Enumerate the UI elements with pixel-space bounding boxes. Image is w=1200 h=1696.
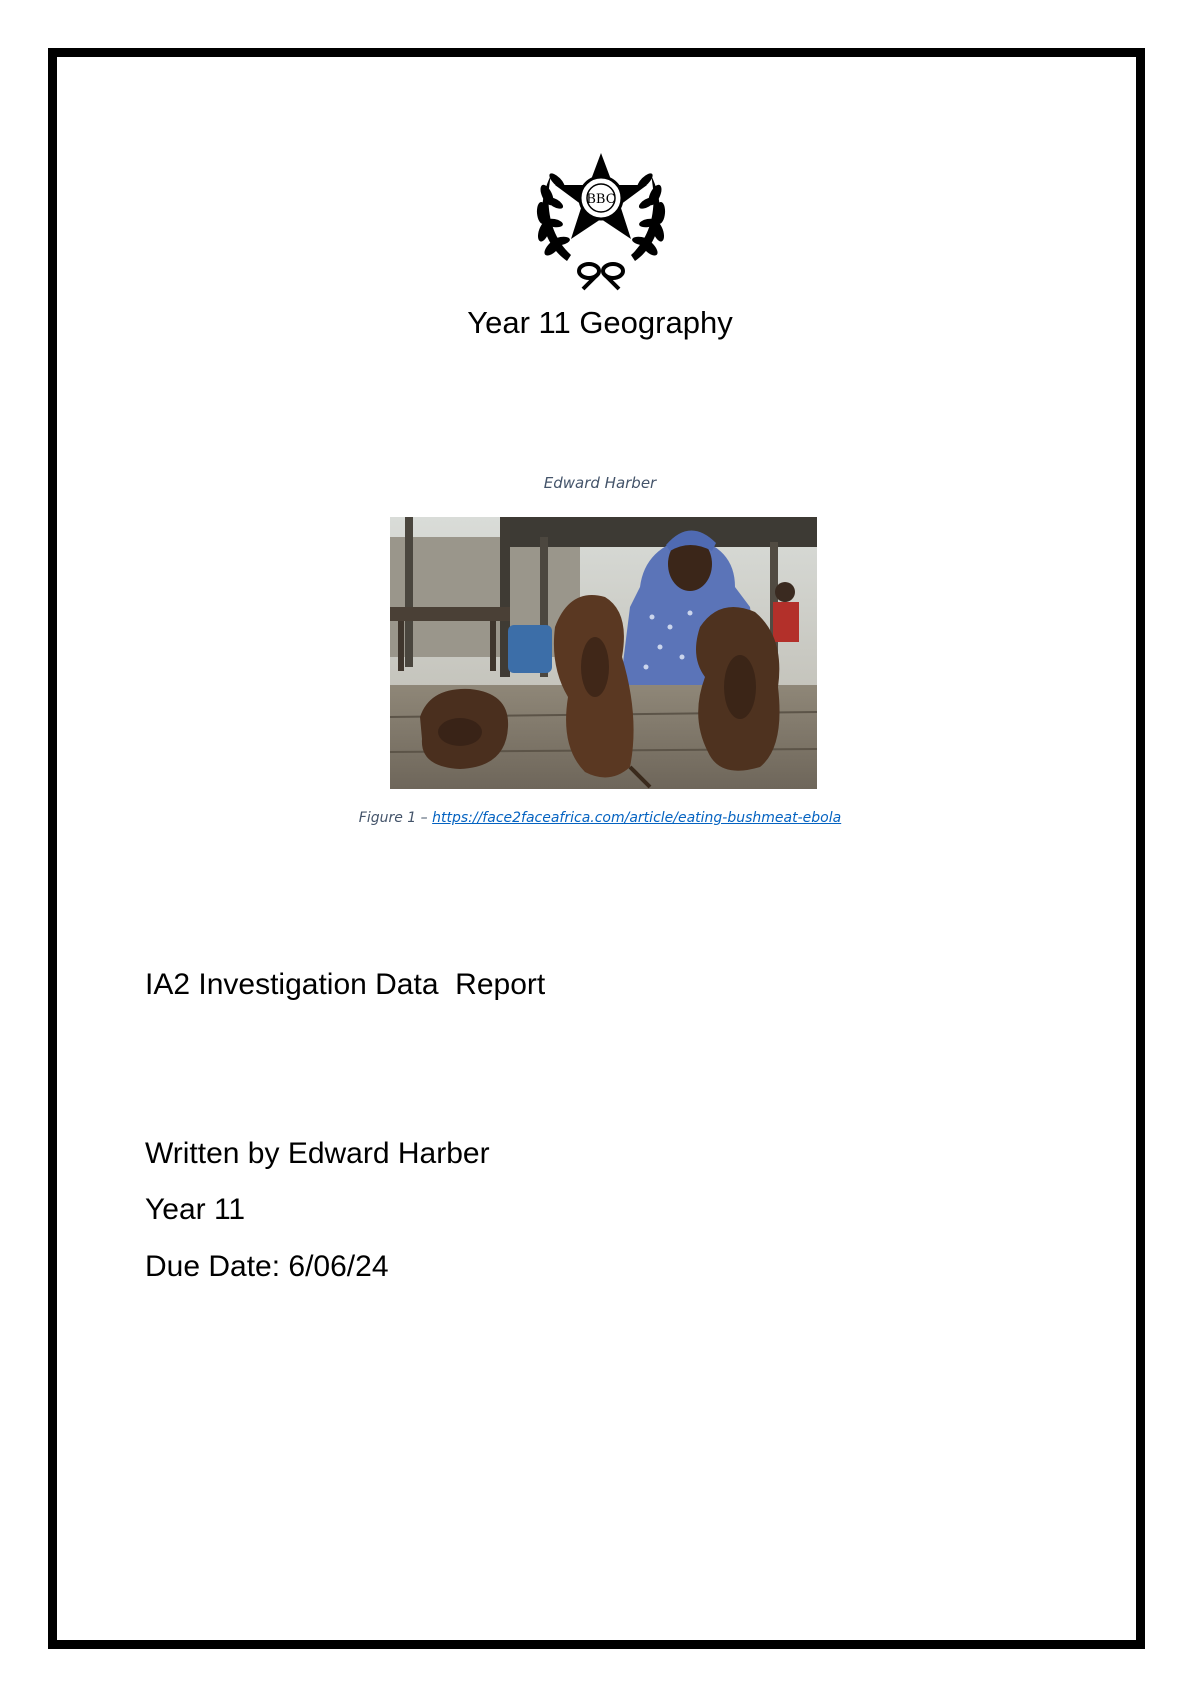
due-date: Due Date: 6/06/24 — [145, 1250, 389, 1283]
school-crest-icon — [527, 143, 675, 291]
figure-source-link[interactable]: https://face2faceafrica.com/article/eating-bushmeat-ebola — [432, 810, 842, 826]
year-level: Year 11 — [145, 1193, 246, 1226]
report-title: IA2 Investigation Data Report — [145, 968, 546, 1001]
author-caption: Edward Harber — [543, 474, 657, 492]
subject-title: Year 11 Geography — [467, 305, 733, 340]
figure-label: Figure 1 – — [358, 810, 433, 826]
figure-caption — [0, 810, 1200, 826]
cover-photo — [390, 517, 817, 789]
crest-initials: BBC — [586, 192, 616, 207]
written-by: Written by Edward Harber — [145, 1137, 490, 1170]
